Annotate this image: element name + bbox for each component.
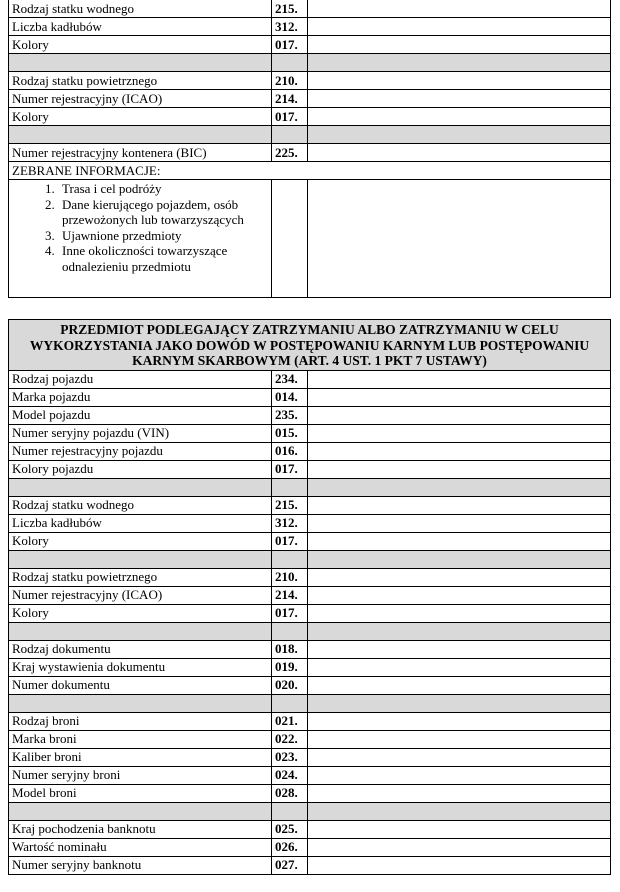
field-code: 225.	[272, 144, 308, 162]
form-row	[9, 676, 611, 694]
separator-row	[9, 478, 611, 496]
field-code: 022.	[272, 730, 308, 748]
field-label: Numer seryjny broni	[9, 766, 272, 784]
section-heading: PRZEDMIOT PODLEGAJĄCY ZATRZYMANIU ALBO ZATRZYMANIU W CELU WYKORZYSTANIA JAKO DOWÓD W POSTĘPOWANIU KARNYM LUB POSTĘPOWANIU KARNYM SKARBOWYM (ART. 4 UST. 1 PKT 7 USTAWY)	[9, 320, 611, 371]
form-row	[9, 460, 611, 478]
field-value[interactable]	[308, 406, 611, 424]
field-code: 024.	[272, 766, 308, 784]
collected-info-list	[12, 181, 271, 274]
form-row	[9, 0, 611, 18]
field-value[interactable]	[308, 712, 611, 730]
collected-info-value-cell[interactable]	[308, 180, 611, 298]
form-row	[9, 144, 611, 162]
field-label: Numer rejestracyjny kontenera (BIC)	[9, 144, 272, 162]
separator-row	[9, 622, 611, 640]
field-value[interactable]	[308, 108, 611, 126]
form-row	[9, 640, 611, 658]
field-value[interactable]	[308, 658, 611, 676]
form-row	[9, 838, 611, 856]
field-label: Numer rejestracyjny (ICAO)	[9, 90, 272, 108]
field-code: 234.	[272, 370, 308, 388]
separator-row	[9, 54, 611, 72]
field-value[interactable]	[308, 640, 611, 658]
field-value[interactable]	[308, 604, 611, 622]
separator-cell	[272, 622, 308, 640]
separator-cell	[9, 622, 272, 640]
field-code: 017.	[272, 460, 308, 478]
collected-info-item: 2. Dane kierującego pojazdem, osób przewożonych lub towarzyszących	[58, 197, 271, 228]
form-row	[9, 108, 611, 126]
form-row	[9, 658, 611, 676]
field-label: Rodzaj pojazdu	[9, 370, 272, 388]
field-value[interactable]	[308, 0, 611, 18]
collected-info-row	[9, 180, 611, 298]
collected-info-list-cell	[9, 180, 272, 298]
field-label: Numer seryjny banknotu	[9, 856, 272, 874]
collected-info-item: 4. Inne okoliczności towarzyszące odnalezieniu przedmiotu	[58, 243, 271, 274]
field-label: Liczba kadłubów	[9, 514, 272, 532]
form-row	[9, 370, 611, 388]
separator-cell	[272, 54, 308, 72]
field-label: Rodzaj broni	[9, 712, 272, 730]
field-value[interactable]	[308, 36, 611, 54]
field-code: 210.	[272, 72, 308, 90]
form-row	[9, 90, 611, 108]
form-row	[9, 784, 611, 802]
separator-cell	[9, 550, 272, 568]
form-row	[9, 766, 611, 784]
form-row	[9, 712, 611, 730]
separator-row	[9, 694, 611, 712]
separator-row	[9, 550, 611, 568]
field-code: 017.	[272, 532, 308, 550]
form-row	[9, 72, 611, 90]
separator-cell	[308, 802, 611, 820]
field-label: Kraj wystawienia dokumentu	[9, 658, 272, 676]
field-code: 027.	[272, 856, 308, 874]
field-label: Rodzaj statku powietrznego	[9, 72, 272, 90]
field-value[interactable]	[308, 144, 611, 162]
separator-cell	[308, 622, 611, 640]
field-value[interactable]	[308, 748, 611, 766]
form-row	[9, 856, 611, 874]
field-code: 015.	[272, 424, 308, 442]
field-label: Liczba kadłubów	[9, 18, 272, 36]
field-label: Model pojazdu	[9, 406, 272, 424]
form-row	[9, 568, 611, 586]
separator-cell	[9, 54, 272, 72]
field-value[interactable]	[308, 72, 611, 90]
field-label: Kaliber broni	[9, 748, 272, 766]
field-value[interactable]	[308, 820, 611, 838]
form-row	[9, 388, 611, 406]
separator-cell	[272, 478, 308, 496]
field-value[interactable]	[308, 568, 611, 586]
field-value[interactable]	[308, 514, 611, 532]
field-label: Rodzaj dokumentu	[9, 640, 272, 658]
field-code: 017.	[272, 604, 308, 622]
field-value[interactable]	[308, 586, 611, 604]
field-label: Kolory	[9, 36, 272, 54]
field-label: Rodzaj statku wodnego	[9, 496, 272, 514]
field-code: 017.	[272, 36, 308, 54]
field-code: 235.	[272, 406, 308, 424]
form-row	[9, 748, 611, 766]
separator-cell	[9, 478, 272, 496]
field-code: 016.	[272, 442, 308, 460]
separator-cell	[272, 126, 308, 144]
separator-cell	[308, 694, 611, 712]
field-label: Marka broni	[9, 730, 272, 748]
field-value[interactable]	[308, 388, 611, 406]
collected-info-item: 3. Ujawnione przedmioty	[58, 228, 271, 244]
field-value[interactable]	[308, 442, 611, 460]
field-code: 312.	[272, 18, 308, 36]
form-row	[9, 820, 611, 838]
field-code: 019.	[272, 658, 308, 676]
field-label: Rodzaj statku wodnego	[9, 0, 272, 18]
separator-cell	[308, 550, 611, 568]
field-label: Marka pojazdu	[9, 388, 272, 406]
separator-cell	[308, 54, 611, 72]
field-label: Kolory pojazdu	[9, 460, 272, 478]
field-label: Kolory	[9, 108, 272, 126]
field-value[interactable]	[308, 424, 611, 442]
field-code: 215.	[272, 0, 308, 18]
field-value[interactable]	[308, 370, 611, 388]
form-row	[9, 424, 611, 442]
separator-cell	[272, 694, 308, 712]
field-value[interactable]	[308, 856, 611, 874]
field-value[interactable]	[308, 838, 611, 856]
field-code: 017.	[272, 108, 308, 126]
separator-cell	[9, 126, 272, 144]
field-code: 021.	[272, 712, 308, 730]
field-code: 215.	[272, 496, 308, 514]
collected-info-item: 1. Trasa i cel podróży	[58, 181, 271, 197]
form-row	[9, 442, 611, 460]
field-code: 312.	[272, 514, 308, 532]
field-label: Rodzaj statku powietrznego	[9, 568, 272, 586]
field-code: 020.	[272, 676, 308, 694]
separator-cell	[9, 694, 272, 712]
field-code: 025.	[272, 820, 308, 838]
field-label: Numer seryjny pojazdu (VIN)	[9, 424, 272, 442]
field-code: 014.	[272, 388, 308, 406]
separator-cell	[308, 126, 611, 144]
separator-cell	[308, 478, 611, 496]
field-label: Model broni	[9, 784, 272, 802]
field-value[interactable]	[308, 676, 611, 694]
field-label: Numer dokumentu	[9, 676, 272, 694]
field-value[interactable]	[308, 730, 611, 748]
field-label: Kolory	[9, 532, 272, 550]
field-label: Numer rejestracyjny (ICAO)	[9, 586, 272, 604]
field-value[interactable]	[308, 496, 611, 514]
form-row	[9, 496, 611, 514]
separator-cell	[272, 550, 308, 568]
bottom-form-table	[8, 319, 611, 875]
form-row	[9, 514, 611, 532]
form-row	[9, 36, 611, 54]
field-value[interactable]	[308, 766, 611, 784]
separator-cell	[9, 802, 272, 820]
field-value[interactable]	[308, 18, 611, 36]
field-label: Kolory	[9, 604, 272, 622]
section-heading-row	[9, 320, 611, 371]
field-label: Kraj pochodzenia banknotu	[9, 820, 272, 838]
form-row	[9, 730, 611, 748]
collected-info-code-cell	[272, 180, 308, 298]
separator-row	[9, 126, 611, 144]
field-value[interactable]	[308, 532, 611, 550]
form-row	[9, 18, 611, 36]
field-value[interactable]	[308, 90, 611, 108]
form-row	[9, 532, 611, 550]
form-row	[9, 406, 611, 424]
field-code: 023.	[272, 748, 308, 766]
field-code: 214.	[272, 90, 308, 108]
field-code: 026.	[272, 838, 308, 856]
separator-row	[9, 802, 611, 820]
form-row	[9, 604, 611, 622]
collected-info-label: ZEBRANE INFORMACJE:	[9, 162, 611, 180]
field-label: Numer rejestracyjny pojazdu	[9, 442, 272, 460]
field-code: 018.	[272, 640, 308, 658]
field-code: 028.	[272, 784, 308, 802]
form-row	[9, 586, 611, 604]
separator-cell	[272, 802, 308, 820]
top-form-table	[8, 0, 611, 298]
field-code: 210.	[272, 568, 308, 586]
collected-info-header-row	[9, 162, 611, 180]
field-value[interactable]	[308, 784, 611, 802]
field-value[interactable]	[308, 460, 611, 478]
field-label: Wartość nominału	[9, 838, 272, 856]
field-code: 214.	[272, 586, 308, 604]
